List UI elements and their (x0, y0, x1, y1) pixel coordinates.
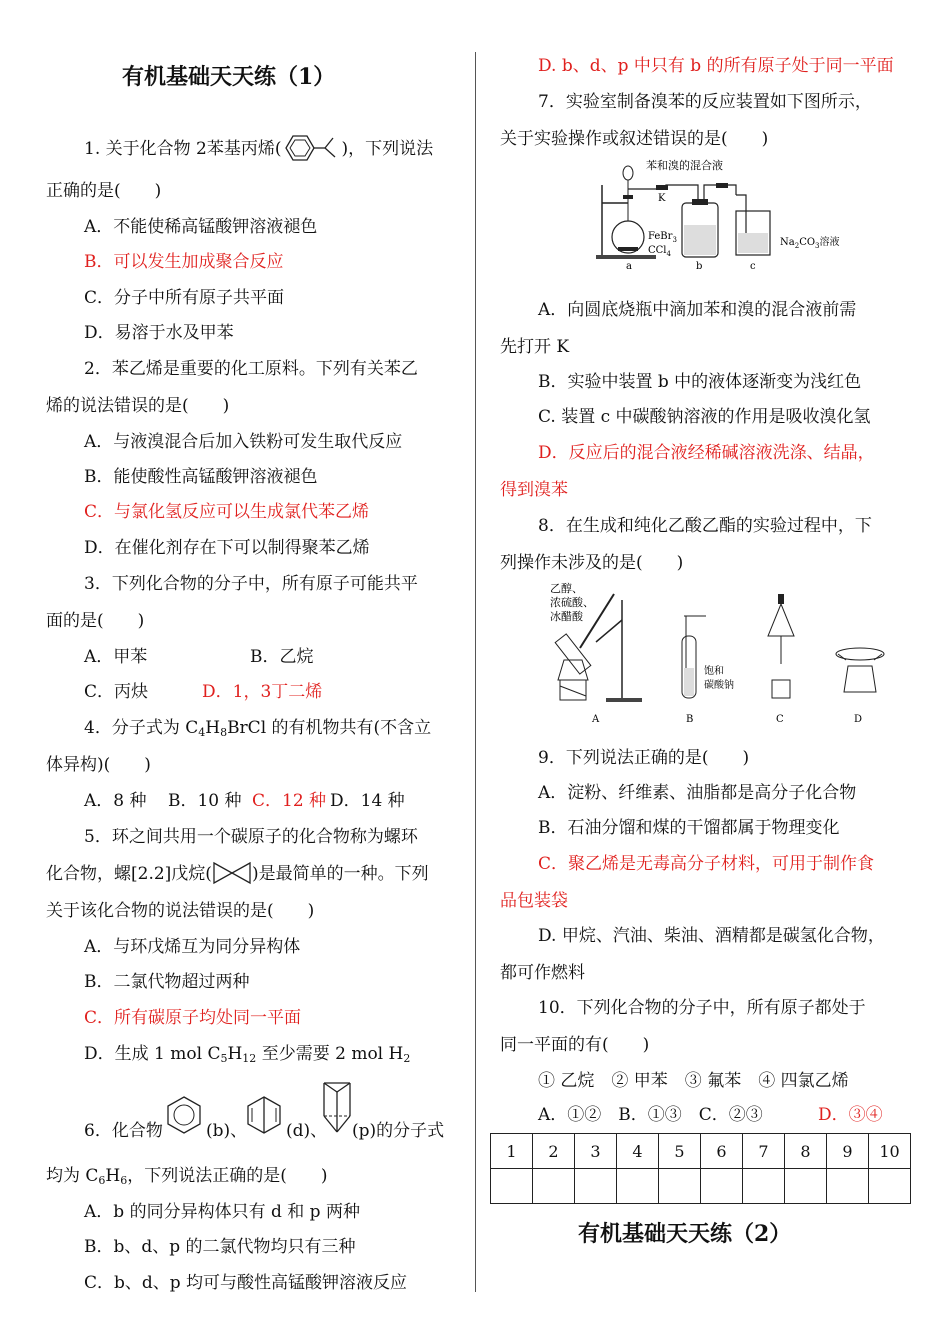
q1-stem-cont: 正确的是( ) (46, 181, 162, 201)
answer-cell[interactable] (617, 1169, 659, 1204)
q10-stem-cont: 同一平面的有( ) (500, 1035, 650, 1055)
answer-num: 7 (743, 1134, 785, 1169)
q6-option-d: D. b、d、p 中只有 b 的所有原子处于同一平面 (538, 56, 894, 76)
answer-num: 4 (617, 1134, 659, 1169)
q10-option-d: D．③④ (818, 1105, 883, 1125)
q9-option-b: B．石油分馏和煤的干馏都属于物理变化 (538, 818, 840, 838)
answer-table-blank-row (491, 1169, 911, 1204)
q1-option-d: D．易溶于水及甲苯 (84, 323, 234, 343)
q4-option-a: A．8 种 (84, 791, 147, 811)
label-sulfuric: 浓硫酸、 (550, 596, 594, 609)
label-mix: 苯和溴的混合液 (646, 159, 723, 172)
q7-stem-cont: 关于实验操作或叙述错误的是( ) (500, 129, 769, 149)
q3-option-a: A．甲苯 (84, 647, 148, 667)
answer-num: 9 (827, 1134, 869, 1169)
q6-option-a: A．b 的同分异构体只有 d 和 p 两种 (84, 1202, 360, 1222)
q9-stem: 9．下列说法正确的是( ) (538, 748, 750, 768)
q9-option-d: D. 甲烷、汽油、柴油、酒精都是碳氢化合物， (538, 926, 885, 946)
answer-cell[interactable] (491, 1169, 533, 1204)
bromobenzene-apparatus-figure (596, 155, 866, 275)
label-carbonate: 碳酸钠 (704, 680, 734, 691)
q7-option-d-cont: 得到溴苯 (500, 480, 568, 500)
label-B: B (686, 714, 694, 725)
q4-stem: 4．分子式为 $C_4H_8BrCl$ 的有机物共有(不含立 (84, 718, 432, 739)
answer-num: 10 (869, 1134, 911, 1169)
answer-num: 3 (575, 1134, 617, 1169)
q10-stem: 10．下列化合物的分子中，所有原子都处于 (538, 998, 866, 1018)
label-ccl: CCl$_4$ (648, 245, 671, 258)
label-k: K (658, 193, 666, 204)
q10-items: ① 乙烷 ② 甲苯 ③ 氟苯 ④ 四氯乙烯 (538, 1071, 849, 1091)
q5-option-b: B．二氯代物超过两种 (84, 972, 250, 992)
answer-num: 1 (491, 1134, 533, 1169)
q2-stem: 2．苯乙烯是重要的化工原料。下列有关苯乙 (84, 359, 418, 379)
label-na2co3: $Na_2CO_3$溶液 (780, 237, 840, 250)
q5-stem-cont2: 关于该化合物的说法错误的是( ) (46, 901, 315, 921)
answer-table (490, 1133, 911, 1204)
q10-options-abc: A．①② B．①③ C．②③ (538, 1105, 763, 1125)
label-acetic: 冰醋酸 (550, 610, 583, 623)
q5-option-c: C．所有碳原子均处同一平面 (84, 1008, 302, 1028)
q7-option-d: D．反应后的混合液经稀碱溶液洗涤、结晶， (538, 443, 875, 463)
q6-label-b: (b)、 (206, 1121, 248, 1141)
benzene-structure-icon (164, 1094, 204, 1136)
answer-cell[interactable] (659, 1169, 701, 1204)
title-2: 有机基础天天练（2） (578, 1221, 792, 1247)
q7-option-c: C. 装置 c 中碳酸钠溶液的作用是吸收溴化氢 (538, 407, 871, 427)
q2-option-b: B．能使酸性高锰酸钾溶液褪色 (84, 467, 318, 487)
q6-stem-cont: 均为 $C_6H_6$，下列说法正确的是( ) (46, 1166, 328, 1187)
q6-label-p: (p)的分子式 (352, 1121, 445, 1141)
q1-option-a: A．不能使稀高锰酸钾溶液褪色 (84, 217, 318, 237)
answer-num: 8 (785, 1134, 827, 1169)
q1-option-c: C．分子中所有原子共平面 (84, 288, 285, 308)
answer-table-header-row (491, 1134, 911, 1169)
q1-option-b: B．可以发生加成聚合反应 (84, 252, 284, 272)
column-divider (475, 52, 476, 1292)
q3-option-d: D．1，3丁二烯 (202, 682, 323, 702)
answer-cell[interactable] (701, 1169, 743, 1204)
q7-option-a: A．向圆底烧瓶中滴加苯和溴的混合液前需 (538, 300, 857, 320)
q5-option-a: A．与环戊烯互为同分异构体 (84, 937, 301, 957)
q6-option-b: B．b、d、p 的二氯代物均只有三种 (84, 1237, 356, 1257)
ethyl-acetate-apparatus-figure (546, 580, 906, 730)
q5-stem-cont: 化合物，螺[2.2]戊烷( )是最简单的一种。下列 (46, 859, 429, 885)
label-b: b (696, 261, 703, 272)
phenylpropene-structure-icon (281, 133, 341, 163)
answer-num: 5 (659, 1134, 701, 1169)
q4-option-c: C．12 种 (252, 791, 327, 811)
label-saturated: 饱和 (704, 666, 724, 677)
label-a: a (626, 261, 632, 272)
q5-stem: 5．环之间共用一个碳原子的化合物称为螺环 (84, 827, 418, 847)
q2-option-c: C．与氯化氢反应可以生成氯代苯乙烯 (84, 502, 370, 522)
answer-cell[interactable] (827, 1169, 869, 1204)
q5-option-d: D．生成 1 mol $C_5H_{12}$ 至少需要 2 mol $H_2$ (84, 1044, 411, 1065)
q2-option-a: A．与液溴混合后加入铁粉可发生取代反应 (84, 432, 403, 452)
title-1: 有机基础天天练（1） (122, 64, 336, 90)
answer-cell[interactable] (575, 1169, 617, 1204)
q7-stem: 7．实验室制备溴苯的反应装置如下图所示， (538, 92, 872, 112)
q8-stem-cont: 列操作未涉及的是( ) (500, 553, 684, 573)
q9-option-a: A．淀粉、纤维素、油脂都是高分子化合物 (538, 783, 857, 803)
q3-option-b: B．乙烷 (250, 647, 314, 667)
label-febr: FeBr$_3$ (648, 231, 677, 244)
answer-cell[interactable] (869, 1169, 911, 1204)
q3-option-c: C．丙炔 (84, 682, 149, 702)
q8-stem: 8．在生成和纯化乙酸乙酯的实验过程中，下 (538, 516, 872, 536)
q9-option-c: C．聚乙烯是无毒高分子材料，可用于制作食 (538, 854, 875, 874)
label-ethanol: 乙醇、 (550, 582, 583, 595)
q4-option-b: B．10 种 (168, 791, 242, 811)
label-A: A (592, 714, 600, 725)
q9-option-d-cont: 都可作燃料 (500, 963, 585, 983)
answer-num: 2 (533, 1134, 575, 1169)
q3-stem-cont: 面的是( ) (46, 611, 145, 631)
spiropentane-structure-icon (212, 861, 252, 885)
q7-option-b: B．实验中装置 b 中的液体逐渐变为浅红色 (538, 372, 862, 392)
answer-cell[interactable] (785, 1169, 827, 1204)
label-c: c (750, 261, 756, 272)
label-D: D (854, 714, 863, 725)
q9-option-c-cont: 品包装袋 (500, 891, 568, 911)
q7-option-a-cont: 先打开 K (500, 337, 570, 357)
q3-stem: 3．下列化合物的分子中，所有原子可能共平 (84, 574, 418, 594)
q1-stem: 1. 关于化合物 2苯基丙烯( )，下列说法 (84, 133, 433, 163)
dewar-benzene-structure-icon (244, 1094, 284, 1136)
q2-stem-cont: 烯的说法错误的是( ) (46, 396, 230, 416)
label-C: C (776, 714, 784, 725)
q4-option-d: D．14 种 (330, 791, 405, 811)
q6-option-c: C．b、d、p 均可与酸性高锰酸钾溶液反应 (84, 1273, 408, 1293)
q6-stem: 6．化合物 (84, 1121, 163, 1141)
answer-cell[interactable] (533, 1169, 575, 1204)
q4-stem-cont: 体异构)( ) (46, 755, 151, 775)
prismane-structure-icon (320, 1080, 354, 1136)
q2-option-d: D．在催化剂存在下可以制得聚苯乙烯 (84, 538, 370, 558)
answer-cell[interactable] (743, 1169, 785, 1204)
q6-label-d: (d)、 (286, 1121, 328, 1141)
answer-num: 6 (701, 1134, 743, 1169)
